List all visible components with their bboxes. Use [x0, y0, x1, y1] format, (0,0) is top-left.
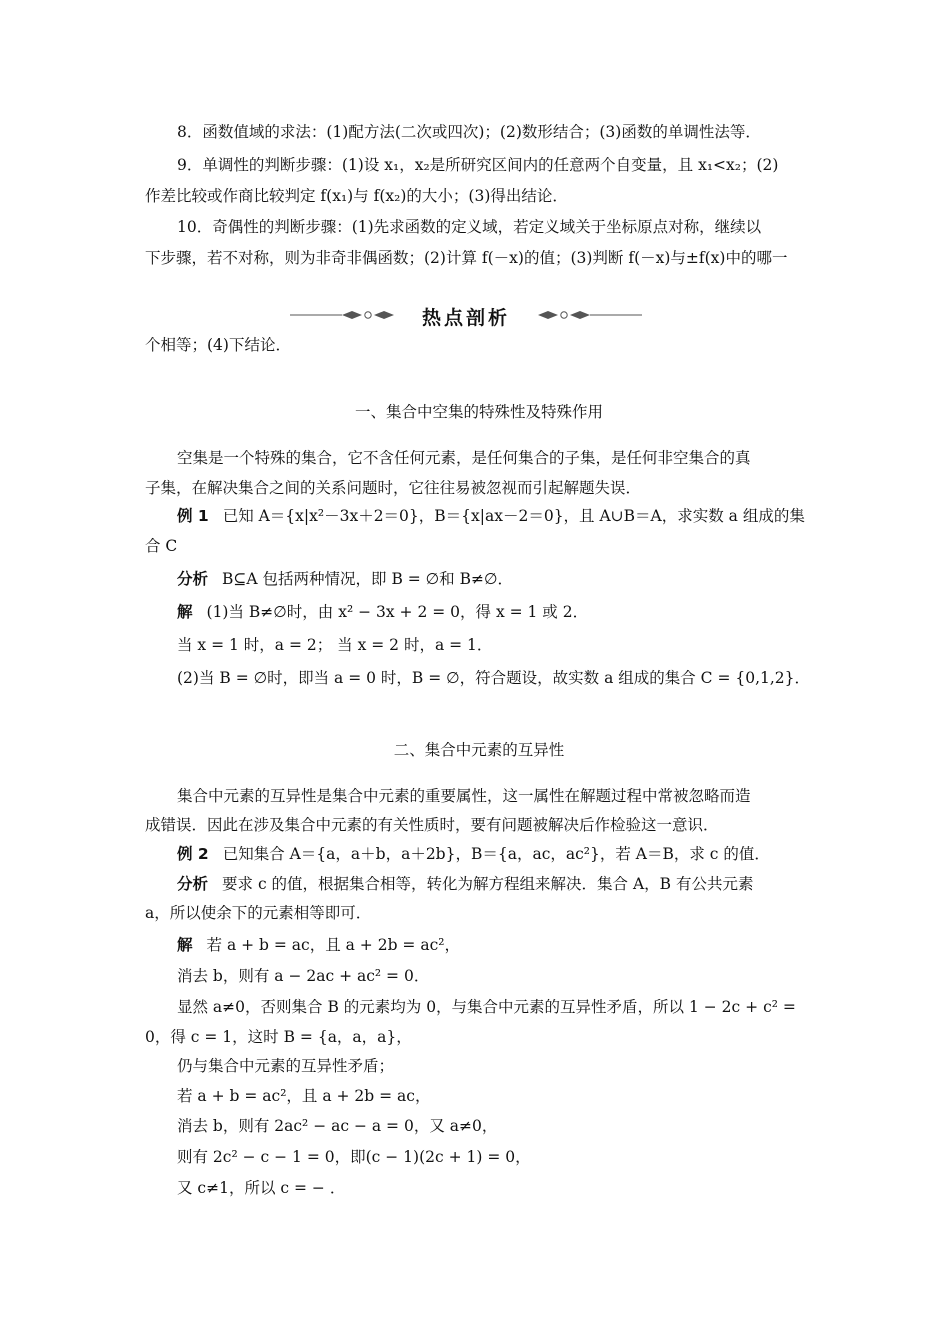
- analysis-label: 分析: [177, 570, 209, 588]
- text-line: 作差比较或作商比较判定 f(x₁)与 f(x₂)的大小；(3)得出结论．: [145, 187, 568, 205]
- solution-label: 解: [177, 936, 193, 954]
- text-line: 0，得 c = 1，这时 B = {a，a，a}，: [145, 1028, 412, 1046]
- text-line: 若 a + b = ac²，且 a + 2b = ac，: [177, 1087, 431, 1105]
- text-line: 成错误．因此在涉及集合中元素的有关性质时，要有问题被解决后作检验这一意识．: [145, 816, 719, 834]
- text-line: 显然 a≠0，否则集合 B 的元素均为 0，与集合中元素的互异性矛盾，所以 1 − 2c + c² =: [177, 998, 796, 1016]
- text-line: 则有 2c² − c − 1 = 0，即(c − 1)(2c + 1) = 0，: [177, 1148, 531, 1166]
- text-line: 仍与集合中元素的互异性矛盾；: [177, 1057, 395, 1075]
- example-label: 例 1: [177, 507, 209, 525]
- analysis-text: 要求 c 的值，根据集合相等，转化为解方程组来解决．集合 A，B 有公共元素: [222, 875, 754, 893]
- section-banner: [290, 300, 642, 330]
- text-line: (2)当 B = ∅时，即当 a = 0 时，B = ∅，符合题设，故实数 a 组成的集合 C = {0,1,2}．: [177, 669, 811, 687]
- example-text: 已知集合 A＝{a，a＋b，a＋2b}，B＝{a，ac，ac²}，若 A＝B，求 c 的值．: [222, 845, 770, 863]
- analysis-label: 分析: [177, 875, 209, 893]
- text-line: a，所以使余下的元素相等即可．: [145, 904, 372, 922]
- solution-text: 若 a + b = ac，且 a + 2b = ac²，: [206, 936, 460, 954]
- text-line: 集合中元素的互异性是集合中元素的重要属性，这一属性在解题过程中常被忽略而造: [177, 787, 751, 805]
- section-heading: 一、集合中空集的特殊性及特殊作用: [354, 403, 603, 421]
- example-label: 例 2: [177, 845, 209, 863]
- example-text: 已知 A＝{x|x²－3x＋2＝0}，B＝{x|ax－2＝0}，且 A∪B＝A，求实数 a 组成的集: [222, 507, 805, 525]
- text-line: 子集，在解决集合之间的关系问题时，它往往易被忽视而引起解题失误．: [145, 479, 642, 497]
- text-line: 空集是一个特殊的集合，它不含任何元素，是任何集合的子集，是任何非空集合的真: [177, 449, 751, 467]
- text-line: 9．单调性的判断步骤：(1)设 x₁，x₂是所研究区间内的任意两个自变量，且 x₁<x₂；(2): [177, 156, 779, 174]
- text-line: 消去 b，则有 a − 2ac + ac² = 0．: [177, 967, 430, 985]
- section-banner-title: 热点剖析: [421, 307, 510, 329]
- text-line: 下步骤，若不对称，则为非奇非偶函数；(2)计算 f(－x)的值；(3)判断 f(－x)与±f(x)中的哪一: [145, 249, 788, 267]
- text-line: 消去 b，则有 2ac² − ac − a = 0，又 a≠0，: [177, 1117, 498, 1135]
- example-1: [177, 506, 813, 526]
- solution-label: 解: [177, 603, 193, 621]
- solution-1: [177, 602, 813, 622]
- analysis-2: [177, 874, 813, 894]
- analysis-text: B⊆A 包括两种情况，即 B = ∅和 B≠∅．: [222, 570, 513, 588]
- example-2: [177, 844, 813, 864]
- solution-text: (1)当 B≠∅时，由 x² − 3x + 2 = 0，得 x = 1 或 2．: [206, 603, 589, 621]
- text-line: 8．函数值域的求法：(1)配方法(二次或四次)；(2)数形结合；(3)函数的单调性法等．: [177, 123, 761, 141]
- text-line: 10．奇偶性的判断步骤：(1)先求函数的定义域，若定义域关于坐标原点对称，继续以: [177, 218, 762, 236]
- text-line: 合 C: [145, 537, 178, 555]
- analysis-1: [177, 569, 813, 589]
- text-line: 当 x = 1 时，a = 2； 当 x = 2 时，a = 1．: [177, 636, 493, 654]
- section-heading: 二、集合中元素的互异性: [393, 741, 565, 759]
- text-line: 个相等；(4)下结论．: [145, 336, 291, 354]
- solution-2: [177, 935, 813, 955]
- text-line: 又 c≠1，所以 c = − ．: [177, 1179, 346, 1197]
